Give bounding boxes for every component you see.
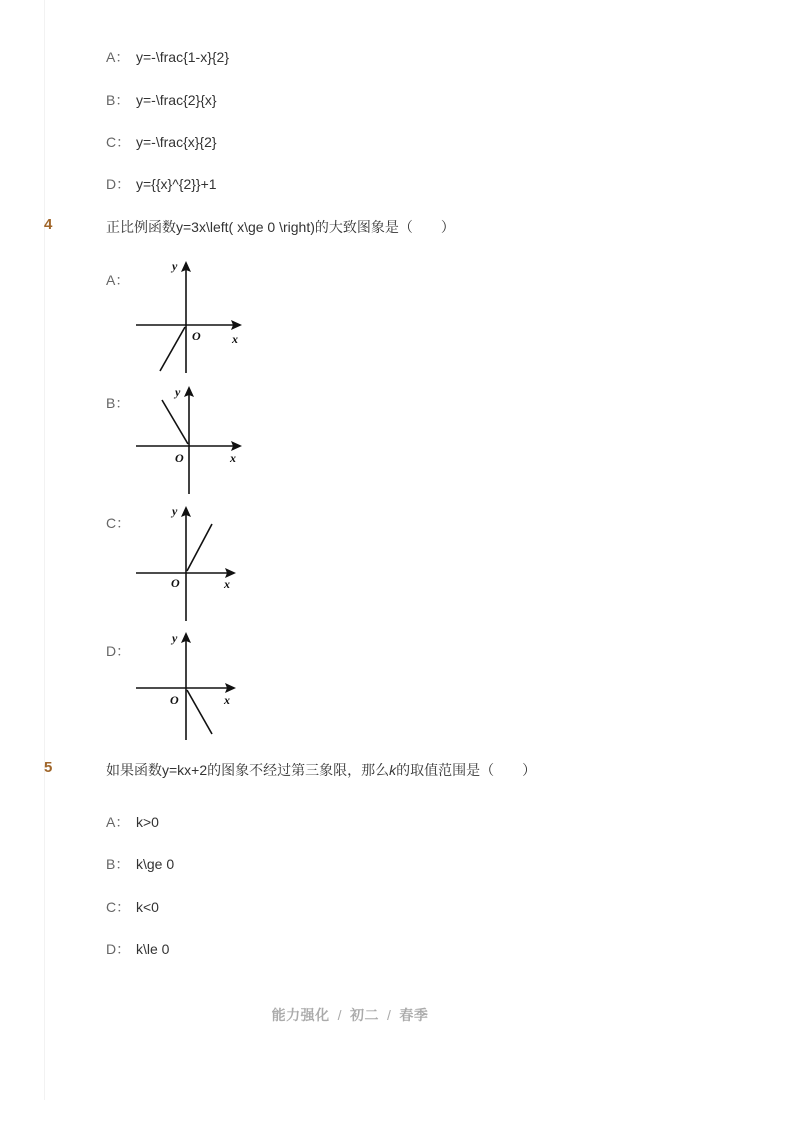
option-text: y={{x}^{2}}+1 [136, 176, 217, 192]
q4-option-a-graph[interactable] [130, 255, 250, 380]
page-footer [0, 1005, 700, 1025]
option-text: k>0 [136, 814, 159, 830]
q3-option-a[interactable] [106, 47, 229, 67]
origin-label: O [192, 329, 201, 343]
q5-option-c[interactable] [106, 897, 159, 917]
question-text: 正比例函数y=3x\left( x\ge 0 \right)的大致图象是（ ） [106, 219, 455, 235]
question-text [106, 760, 536, 780]
q4-option-a-label[interactable]: A： [106, 272, 130, 288]
q4-option-c-label[interactable]: C： [106, 515, 131, 531]
q4-option-b-graph[interactable] [130, 380, 250, 498]
origin-label: O [170, 693, 179, 707]
function-line [160, 327, 185, 371]
x-axis-label: x [230, 451, 236, 465]
x-axis-label: x [224, 693, 230, 707]
footer-separator: / [387, 1007, 392, 1023]
x-axis-label: x [232, 332, 238, 346]
footer-part: 春季 [399, 1007, 429, 1023]
y-axis-label: y [172, 504, 178, 518]
q3-option-d[interactable] [106, 174, 217, 194]
option-letter: B： [106, 92, 130, 108]
option-letter: C： [106, 899, 131, 915]
q4-option-d-graph[interactable] [130, 628, 250, 743]
option-text: y=-\frac{2}{x} [136, 92, 217, 108]
origin-label: O [175, 451, 184, 465]
option-text: y=-\frac{1-x}{2} [136, 49, 230, 65]
option-text: k<0 [136, 899, 159, 915]
option-letter: A： [106, 814, 130, 830]
function-line [187, 690, 212, 734]
question-variable: k [389, 762, 397, 778]
question-text-part: 的取值范围是（ ） [396, 762, 537, 778]
x-axis-label: x [224, 577, 230, 591]
option-text: k\ge 0 [136, 856, 175, 872]
y-axis-label: y [172, 631, 178, 645]
footer-separator: / [337, 1007, 342, 1023]
option-text: y=-\frac{x}{2} [136, 134, 217, 150]
function-line [162, 400, 188, 444]
page-margin-line [44, 0, 45, 1100]
function-line [187, 524, 212, 571]
q4-option-c-graph[interactable] [130, 500, 250, 625]
option-letter: D： [106, 941, 131, 957]
q4-option-b-label[interactable]: B： [106, 395, 130, 411]
y-axis-label: y [172, 259, 178, 273]
footer-part: 初二 [350, 1007, 379, 1023]
q5-option-a[interactable] [106, 812, 159, 832]
q5-option-d[interactable] [106, 939, 169, 959]
origin-label: O [171, 576, 180, 590]
q3-option-b[interactable] [106, 90, 217, 110]
y-axis-label: y [175, 385, 181, 399]
q4-option-d-label[interactable]: D： [106, 643, 131, 659]
option-text: k\le 0 [136, 941, 170, 957]
question-number: 4 [44, 216, 53, 233]
option-letter: C： [106, 134, 131, 150]
option-letter: B： [106, 856, 130, 872]
option-letter: A： [106, 49, 130, 65]
option-letter: D： [106, 176, 131, 192]
question-number: 5 [44, 759, 53, 776]
q5-option-b[interactable] [106, 854, 174, 874]
footer-part: 能力强化 [271, 1007, 330, 1023]
question-text-part: 如果函数y=kx+2的图象不经过第三象限，那么 [106, 762, 390, 778]
q3-option-c[interactable] [106, 132, 217, 152]
